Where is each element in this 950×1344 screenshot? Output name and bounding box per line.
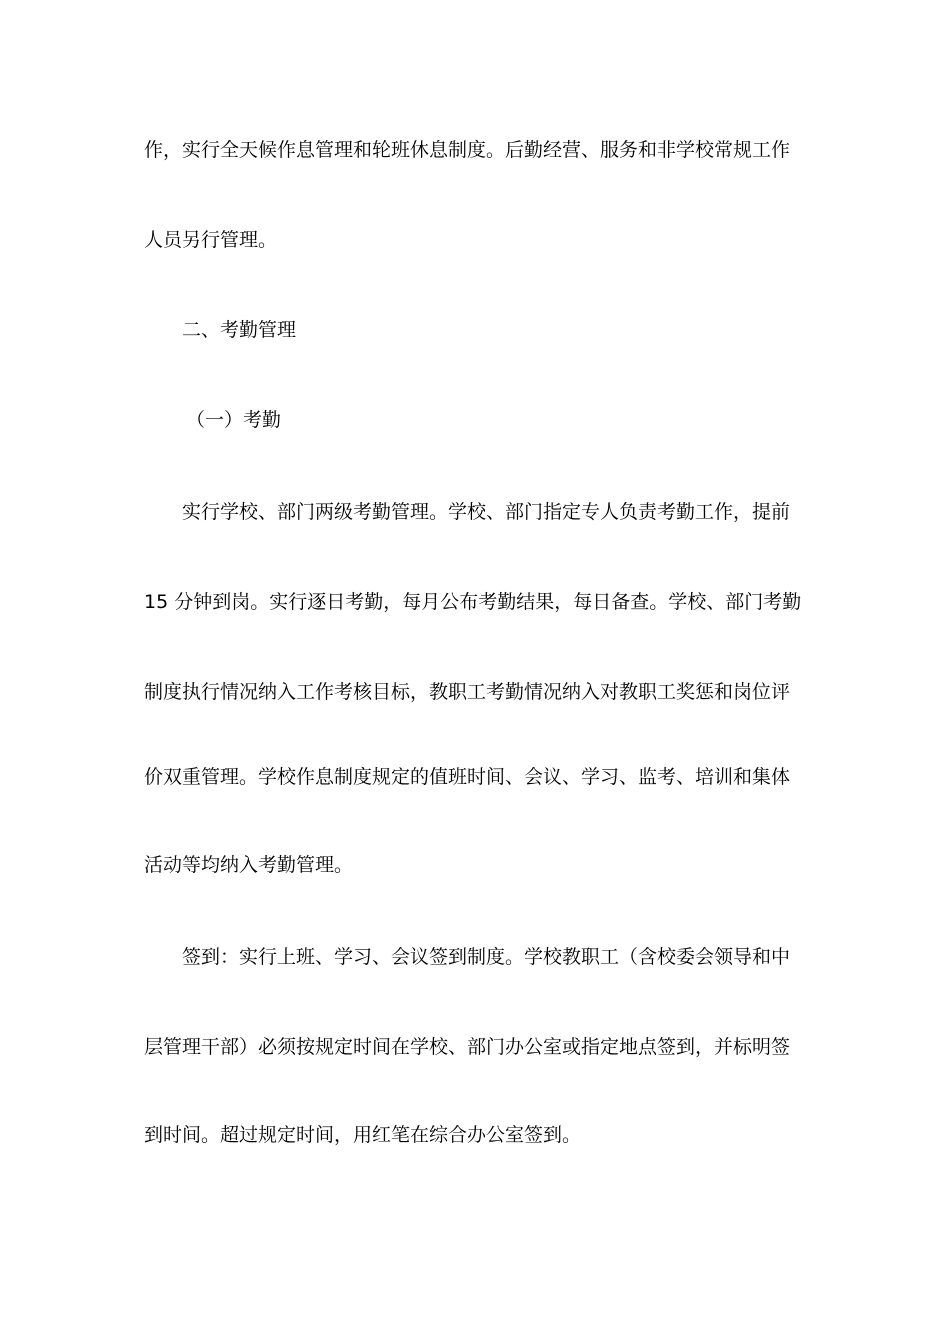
- paragraph-line-11: 层管理干部）必须按规定时间在学校、部门办公室或指定地点签到，并标明签: [144, 1036, 791, 1058]
- paragraph-line-6: 15 分钟到岗。实行逐日考勤，每月公布考勤结果，每日备查。学校、部门考勤: [144, 591, 802, 613]
- paragraph-line-12: 到时间。超过规定时间，用红笔在综合办公室签到。: [144, 1124, 582, 1146]
- paragraph-line-5: 实行学校、部门两级考勤管理。学校、部门指定专人负责考勤工作，提前: [182, 501, 791, 523]
- paragraph-line-2: 人员另行管理。: [144, 229, 278, 251]
- subsection-heading: （一）考勤: [186, 409, 282, 431]
- paragraph-line-10: 签到：实行上班、学习、会议签到制度。学校教职工（含校委会领导和中: [182, 946, 791, 968]
- section-heading: 二、考勤管理: [182, 319, 297, 341]
- paragraph-line-1: 作，实行全天候作息管理和轮班休息制度。后勤经营、服务和非学校常规工作: [144, 139, 791, 161]
- paragraph-line-8: 价双重管理。学校作息制度规定的值班时间、会议、学习、监考、培训和集体: [144, 766, 791, 788]
- paragraph-line-7: 制度执行情况纳入工作考核目标，教职工考勤情况纳入对教职工奖惩和岗位评: [144, 681, 791, 703]
- paragraph-line-9: 活动等均纳入考勤管理。: [144, 854, 354, 876]
